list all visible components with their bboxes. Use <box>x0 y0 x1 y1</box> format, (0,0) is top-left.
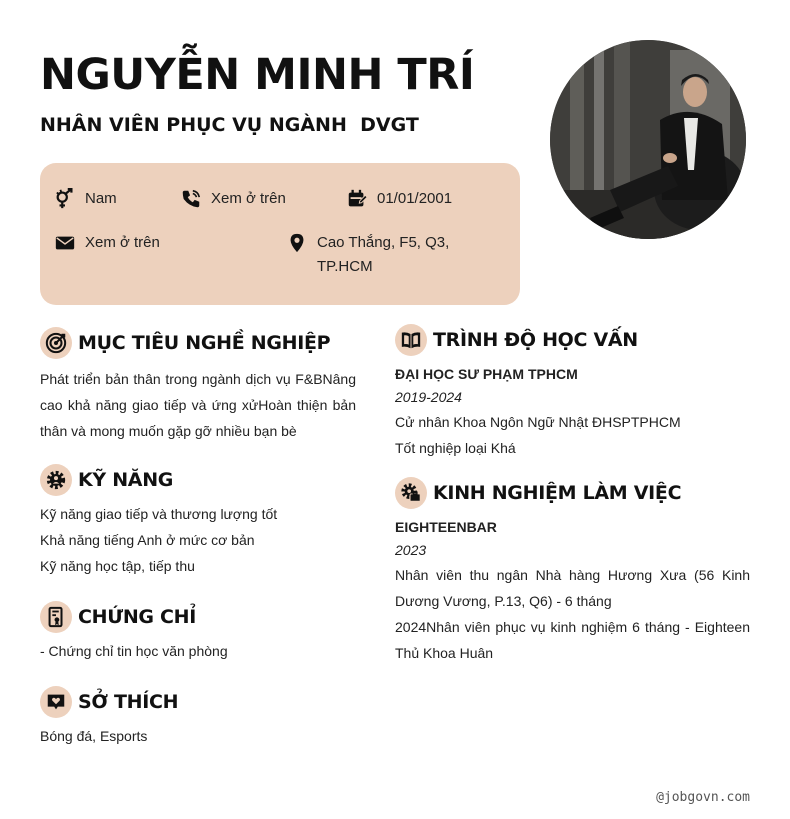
envelope-icon <box>54 232 76 254</box>
experience-line: 2024Nhân viên phục vụ kinh nghiệm 6 tháng - Eighteen Thủ Khoa Huân <box>395 619 750 661</box>
heart-chat-icon <box>40 686 72 718</box>
hobbies-text: Bóng đá, Esports <box>40 728 148 744</box>
profile-photo <box>550 40 746 239</box>
contact-info-panel <box>40 163 520 305</box>
gear-person-icon <box>40 464 72 496</box>
education-years: 2019-2024 <box>395 389 462 405</box>
certificate-icon <box>40 601 72 633</box>
experience-line: Nhân viên thu ngân Nhà hàng Hương Xưa (56 Kinh Dương Vương, P.13, Q6) - 6 tháng <box>395 567 750 609</box>
gender-value: Nam <box>85 190 117 207</box>
experience-title: KINH NGHIỆM LÀM VIỆC <box>433 482 682 504</box>
objective-section <box>40 326 356 444</box>
skills-title: KỸ NĂNG <box>78 469 174 491</box>
calendar-icon <box>346 188 368 210</box>
education-line: Cử nhân Khoa Ngôn Ngữ Nhật ĐHSPTPHCM <box>395 414 681 430</box>
gender-info <box>54 187 117 211</box>
education-section <box>395 323 750 461</box>
target-icon <box>40 327 72 359</box>
hobbies-title: SỞ THÍCH <box>78 691 179 713</box>
school-name: ĐẠI HỌC SƯ PHẠM TPHCM <box>395 366 578 382</box>
map-pin-icon <box>286 232 308 254</box>
address-value: Cao Thắng, F5, Q3, TP.HCM <box>317 234 450 275</box>
email-info <box>54 231 160 255</box>
certificates-title: CHỨNG CHỈ <box>78 606 197 628</box>
objective-title: MỤC TIÊU NGHỀ NGHIỆP <box>78 332 331 354</box>
dob-value: 01/01/2001 <box>377 190 453 207</box>
experience-section <box>395 476 750 666</box>
skills-section <box>40 463 356 579</box>
skill-item: Kỹ năng học tập, tiếp thu <box>40 558 195 574</box>
objective-text: Phát triển bản thân trong ngành dịch vụ F&BNâng cao khả năng giao tiếp và ứng xửHoàn thiện bản thân và mong muốn gặp gỡ nhiều bạn bè <box>40 371 356 439</box>
phone-info <box>180 187 286 211</box>
address-info <box>286 231 486 279</box>
candidate-name: NGUYỄN MINH TRÍ <box>40 50 475 100</box>
certificates-section <box>40 600 356 664</box>
watermark: @jobgovn.com <box>656 790 750 805</box>
gender-icon <box>54 188 76 210</box>
job-title: NHÂN VIÊN PHỤC VỤ NGÀNH DVGT <box>40 114 419 136</box>
dob-info <box>346 187 452 211</box>
skill-item: Khả năng tiếng Anh ở mức cơ bản <box>40 532 255 548</box>
certificate-item: - Chứng chỉ tin học văn phòng <box>40 643 228 659</box>
education-line: Tốt nghiệp loại Khá <box>395 440 516 456</box>
company-name: EIGHTEENBAR <box>395 519 497 535</box>
phone-icon <box>180 188 202 210</box>
book-icon <box>395 324 427 356</box>
skill-item: Kỹ năng giao tiếp và thương lượng tốt <box>40 506 278 522</box>
hobbies-section <box>40 685 356 749</box>
education-title: TRÌNH ĐỘ HỌC VẤN <box>433 329 638 351</box>
experience-year: 2023 <box>395 542 427 558</box>
briefcase-gear-icon <box>395 477 427 509</box>
phone-value: Xem ở trên <box>211 190 286 207</box>
email-value: Xem ở trên <box>85 234 160 251</box>
